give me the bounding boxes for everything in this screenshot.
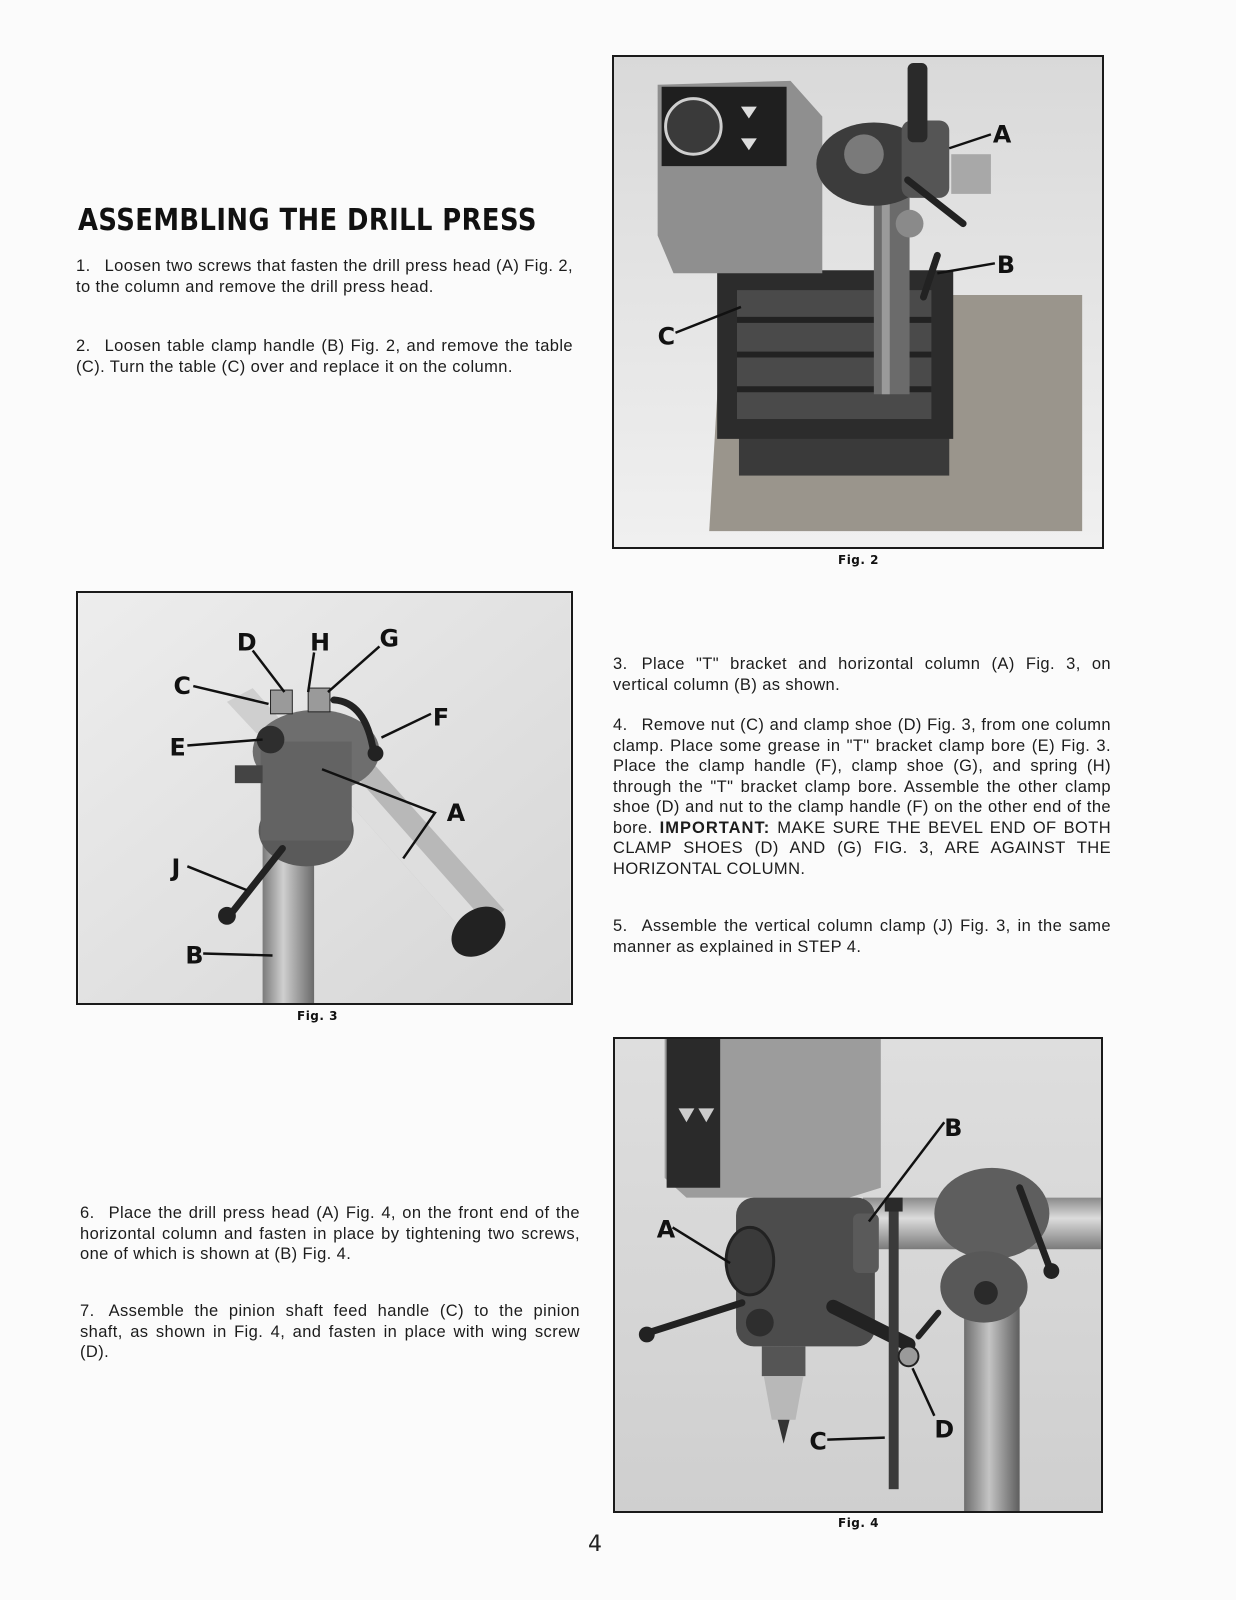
- figure-4-label-c: C: [809, 1427, 827, 1456]
- step-1-text: Loosen two screws that fasten the drill press head (A) Fig. 2, to the column and remove the drill press head.: [76, 257, 573, 296]
- figure-3-label-e: E: [169, 733, 186, 762]
- step-7-number: 7.: [80, 1302, 95, 1320]
- step-2: [76, 336, 573, 377]
- step-4-important-label: IMPORTANT:: [659, 818, 771, 837]
- step-6-text: Place the drill press head (A) Fig. 4, on the front end of the horizontal column and fasten in place by tightening two screws, one of which is shown at (B) Fig. 4.: [80, 1204, 580, 1263]
- step-4-important-text: MAKE SURE THE BEVEL END OF BOTH CLAMP SHOES (D) AND (G) FIG. 3, ARE AGAINST THE HORIZONTAL COLUMN.: [613, 818, 1112, 878]
- step-6: [80, 1203, 580, 1265]
- figure-2-label-a: A: [992, 120, 1012, 149]
- figure-2-label-b: B: [996, 251, 1016, 280]
- figure-3-label-b: B: [185, 941, 204, 970]
- figure-2-drawing: [614, 57, 1102, 547]
- step-3-text: Place "T" bracket and horizontal column (A) Fig. 3, on vertical column (B) as shown.: [613, 655, 1111, 694]
- figure-4-label-b: B: [944, 1114, 963, 1143]
- figure-3-label-g: G: [379, 624, 399, 653]
- figure-3-label-c: C: [173, 672, 191, 701]
- step-4: [613, 715, 1111, 879]
- figure-3-drawing: [78, 593, 571, 1003]
- step-3-number: 3.: [613, 655, 628, 673]
- figure-3-caption: Fig. 3: [297, 1009, 338, 1023]
- figure-2-caption: Fig. 2: [838, 553, 879, 567]
- figure-3-label-d: D: [236, 628, 257, 657]
- figure-2-label-c: C: [657, 322, 676, 351]
- step-1-number: 1.: [76, 257, 91, 275]
- step-2-number: 2.: [76, 337, 91, 355]
- figure-3-label-j: J: [171, 854, 181, 883]
- figure-4-label-d: D: [934, 1415, 955, 1444]
- figure-3-label-h: H: [310, 628, 331, 657]
- step-5-number: 5.: [613, 917, 628, 935]
- figure-3-photo: [76, 591, 573, 1005]
- step-4-number: 4.: [613, 716, 628, 734]
- figure-3-label-a: A: [446, 798, 466, 827]
- figure-4-label-a: A: [656, 1215, 676, 1244]
- figure-2-photo: [612, 55, 1104, 549]
- page-number: 4: [588, 1532, 602, 1557]
- step-7: [80, 1301, 580, 1363]
- step-4-text: Remove nut (C) and clamp shoe (D) Fig. 3, from one column clamp. Place some grease in "T" bracket clamp bore (E) Fig. 3. Place the clamp handle (F), clamp shoe (G), and spring (H) through the "T" bracket clamp bore. Assemble the other clamp shoe (D) and nut to the clamp handle (F) on the other end of the bore.: [613, 716, 1111, 837]
- figure-4-drawing: [615, 1039, 1101, 1511]
- step-6-number: 6.: [80, 1204, 95, 1222]
- step-7-text: Assemble the pinion shaft feed handle (C) to the pinion shaft, as shown in Fig. 4, and fasten in place with wing screw (D).: [80, 1302, 580, 1361]
- step-5: [613, 916, 1111, 957]
- step-1: [76, 256, 573, 297]
- step-5-text: Assemble the vertical column clamp (J) Fig. 3, in the same manner as explained in STEP 4.: [613, 917, 1111, 956]
- step-2-text: Loosen table clamp handle (B) Fig. 2, and remove the table (C). Turn the table (C) over and replace it on the column.: [76, 337, 573, 376]
- figure-4-photo: [613, 1037, 1103, 1513]
- page-title: ASSEMBLING THE DRILL PRESS: [78, 203, 537, 238]
- figure-3-label-f: F: [432, 703, 450, 732]
- figure-4-caption: Fig. 4: [838, 1516, 879, 1530]
- step-3: [613, 654, 1111, 695]
